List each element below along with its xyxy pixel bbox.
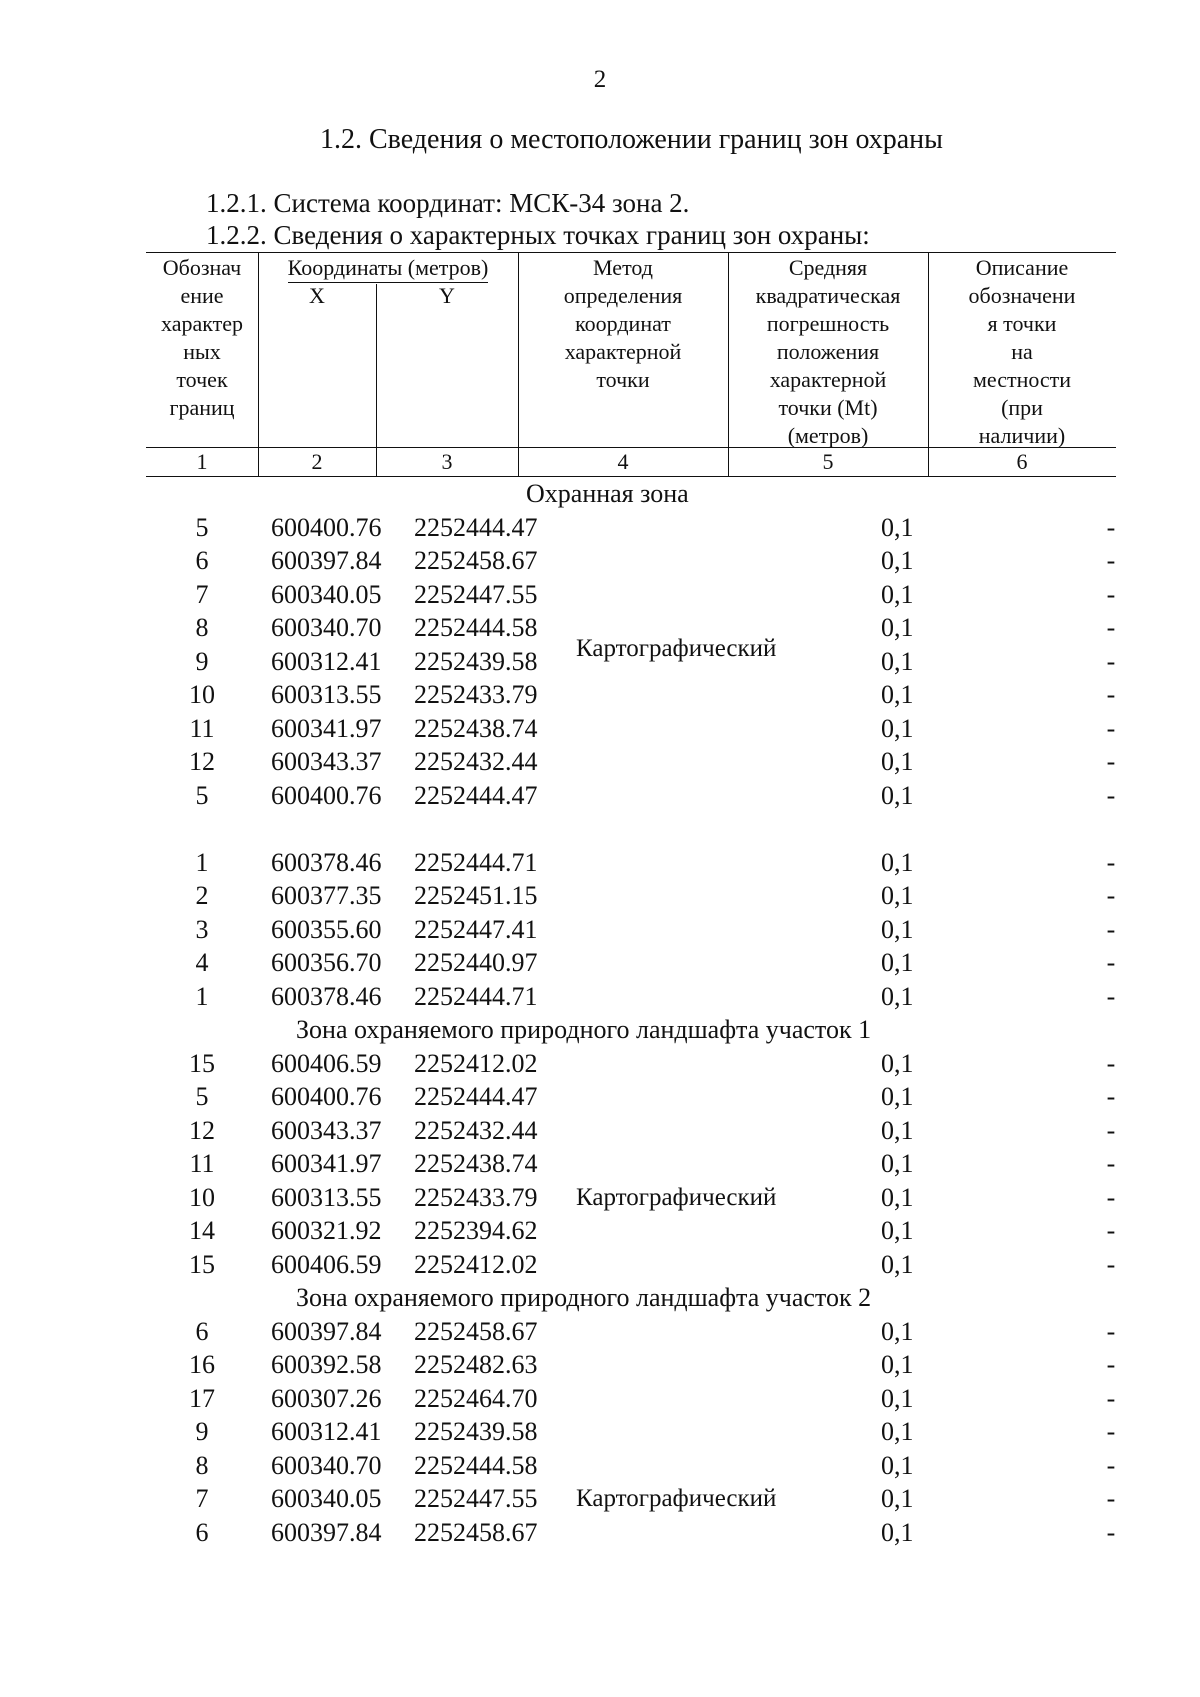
subsection-points-info: 1.2.2. Сведения о характерных точках границ зон охраны: bbox=[206, 220, 870, 250]
coordinate-x: 600400.76 bbox=[271, 1082, 382, 1111]
mean-square-error: 0,1 bbox=[881, 780, 914, 810]
table-row bbox=[146, 1147, 1116, 1181]
header-coordinates bbox=[258, 254, 518, 283]
point-number: 7 bbox=[195, 579, 209, 609]
header-y: Y bbox=[439, 283, 455, 308]
mean-square-error: 0,1 bbox=[881, 646, 914, 676]
coordinate-y: 2252438.74 bbox=[414, 1149, 538, 1178]
point-description: - bbox=[1106, 1383, 1116, 1413]
coordinate-y: 2252394.62 bbox=[414, 1216, 538, 1245]
point-number: 17 bbox=[189, 1383, 215, 1413]
row-spacer bbox=[146, 812, 1116, 846]
point-number: 10 bbox=[189, 680, 215, 709]
zone-title bbox=[146, 1281, 1116, 1315]
table-row bbox=[146, 1047, 1116, 1081]
point-number: 11 bbox=[189, 1149, 215, 1178]
header-coordinates-label: Координаты (метров) bbox=[288, 254, 489, 283]
coordinate-x: 600377.35 bbox=[271, 881, 382, 910]
table-row bbox=[146, 678, 1116, 712]
zone-title-text: Зона охраняемого природного ландшафта участок 2 bbox=[296, 1283, 872, 1312]
coordinate-x: 600343.37 bbox=[271, 1115, 382, 1145]
zone-title bbox=[146, 1013, 1116, 1047]
coordinate-y: 2252412.02 bbox=[414, 1249, 538, 1279]
table-row bbox=[146, 1449, 1116, 1483]
method-value: Картографический bbox=[576, 1485, 777, 1512]
point-description: - bbox=[1106, 646, 1116, 676]
coordinate-y: 2252438.74 bbox=[414, 713, 538, 743]
point-number: 10 bbox=[189, 1182, 215, 1212]
point-number: 7 bbox=[195, 1484, 209, 1513]
point-description: - bbox=[1106, 981, 1116, 1011]
table-row bbox=[146, 1415, 1116, 1449]
mean-square-error: 0,1 bbox=[881, 1316, 914, 1346]
coordinate-x: 600312.41 bbox=[271, 1417, 382, 1446]
table-row bbox=[146, 712, 1116, 746]
point-number: 16 bbox=[189, 1350, 215, 1379]
header-top-rule bbox=[146, 252, 1116, 253]
coordinate-x: 600340.05 bbox=[271, 579, 382, 609]
coordinate-x: 600406.59 bbox=[271, 1048, 382, 1078]
coordinate-y: 2252439.58 bbox=[414, 646, 538, 676]
mean-square-error: 0,1 bbox=[881, 914, 914, 944]
page-number: 2 bbox=[593, 66, 607, 93]
mean-square-error: 0,1 bbox=[881, 1484, 914, 1513]
point-number: 5 bbox=[195, 780, 209, 810]
point-description: - bbox=[1106, 1484, 1116, 1513]
point-description: - bbox=[1106, 914, 1116, 944]
point-description: - bbox=[1106, 579, 1116, 609]
coordinate-x: 600400.76 bbox=[271, 512, 382, 542]
point-number: 2 bbox=[195, 881, 209, 910]
mean-square-error: 0,1 bbox=[881, 1517, 914, 1547]
coordinate-y: 2252447.41 bbox=[414, 914, 538, 944]
coordinate-y: 2252444.58 bbox=[414, 1450, 538, 1480]
point-description: - bbox=[1106, 713, 1116, 743]
coordinate-x: 600341.97 bbox=[271, 713, 382, 743]
point-description: - bbox=[1106, 1048, 1116, 1078]
point-number: 6 bbox=[195, 1517, 209, 1547]
point-description: - bbox=[1106, 1216, 1116, 1245]
coordinate-x: 600397.84 bbox=[271, 1316, 382, 1346]
coordinate-x: 600340.05 bbox=[271, 1484, 382, 1513]
point-description: - bbox=[1106, 1450, 1116, 1480]
coordinate-x: 600397.84 bbox=[271, 546, 382, 575]
coordinate-x: 600355.60 bbox=[271, 914, 382, 944]
method-value: Картографический bbox=[576, 1183, 777, 1211]
coordinate-x: 600378.46 bbox=[271, 981, 382, 1011]
coordinate-y: 2252444.71 bbox=[414, 981, 538, 1011]
point-number: 8 bbox=[195, 613, 209, 642]
coordinate-y: 2252444.71 bbox=[414, 847, 538, 877]
coordinate-x: 600341.97 bbox=[271, 1149, 382, 1178]
point-description: - bbox=[1106, 613, 1116, 642]
table-body bbox=[146, 477, 1116, 1549]
point-description: - bbox=[1106, 747, 1116, 776]
column-number: 4 bbox=[617, 449, 629, 474]
mean-square-error: 0,1 bbox=[881, 1417, 914, 1446]
point-number: 1 bbox=[195, 847, 209, 877]
mean-square-error: 0,1 bbox=[881, 680, 914, 709]
section-title: 1.2. Сведения о местоположении границ зон охраны bbox=[320, 124, 943, 155]
coordinate-x: 600378.46 bbox=[271, 847, 382, 877]
point-description: - bbox=[1106, 881, 1116, 910]
table-row bbox=[146, 1382, 1116, 1416]
coordinate-y: 2252433.79 bbox=[414, 680, 538, 709]
table-row bbox=[146, 779, 1116, 813]
point-number: 6 bbox=[195, 1316, 209, 1346]
mean-square-error: 0,1 bbox=[881, 1350, 914, 1379]
mean-square-error: 0,1 bbox=[881, 1082, 914, 1111]
point-description: - bbox=[1106, 1316, 1116, 1346]
mean-square-error: 0,1 bbox=[881, 1115, 914, 1145]
point-description: - bbox=[1106, 1149, 1116, 1178]
column-number: 6 bbox=[1016, 449, 1028, 474]
table-header bbox=[146, 252, 1116, 477]
table-row bbox=[146, 1315, 1116, 1349]
mean-square-error: 0,1 bbox=[881, 546, 914, 575]
point-number: 4 bbox=[195, 948, 209, 977]
coordinate-y: 2252444.47 bbox=[414, 512, 538, 542]
table-row bbox=[146, 1114, 1116, 1148]
coordinate-y: 2252433.79 bbox=[414, 1182, 538, 1212]
coordinate-x: 600312.41 bbox=[271, 646, 382, 676]
table-row bbox=[146, 578, 1116, 612]
table-row bbox=[146, 544, 1116, 578]
mean-square-error: 0,1 bbox=[881, 713, 914, 743]
point-number: 6 bbox=[195, 546, 209, 575]
point-number: 12 bbox=[189, 747, 215, 776]
point-description: - bbox=[1106, 847, 1116, 877]
header-method: Метод определения координат характерной точки bbox=[563, 255, 683, 392]
point-description: - bbox=[1106, 1350, 1116, 1379]
zone-title bbox=[146, 477, 1116, 511]
zone-title-text: Охранная зона bbox=[526, 479, 689, 508]
point-number: 11 bbox=[189, 713, 215, 743]
point-description: - bbox=[1106, 546, 1116, 575]
point-number: 1 bbox=[195, 981, 209, 1011]
coordinate-y: 2252447.55 bbox=[414, 579, 538, 609]
point-description: - bbox=[1106, 1249, 1116, 1279]
table-row bbox=[146, 745, 1116, 779]
coordinate-y: 2252464.70 bbox=[414, 1383, 538, 1413]
coordinate-x: 600392.58 bbox=[271, 1350, 382, 1379]
coordinate-x: 600307.26 bbox=[271, 1383, 382, 1413]
coordinate-y: 2252444.58 bbox=[414, 613, 538, 642]
point-description: - bbox=[1106, 1082, 1116, 1111]
mean-square-error: 0,1 bbox=[881, 881, 914, 910]
header-error: Средняя квадратическая погрешность положения характерной точки (Mt) (метров) bbox=[755, 255, 901, 448]
coordinate-y: 2252412.02 bbox=[414, 1048, 538, 1078]
header-point-designation: Обознач ение характер ных точек границ bbox=[160, 255, 244, 420]
column-number: 2 bbox=[311, 449, 323, 474]
coordinate-y: 2252432.44 bbox=[414, 747, 538, 776]
zone-title-text: Зона охраняемого природного ландшафта участок 1 bbox=[296, 1015, 872, 1044]
table-row bbox=[146, 946, 1116, 980]
mean-square-error: 0,1 bbox=[881, 1450, 914, 1480]
coordinate-y: 2252444.47 bbox=[414, 1082, 538, 1111]
coordinate-y: 2252458.67 bbox=[414, 1316, 538, 1346]
mean-square-error: 0,1 bbox=[881, 1048, 914, 1078]
table-row bbox=[146, 511, 1116, 545]
point-number: 5 bbox=[195, 512, 209, 542]
mean-square-error: 0,1 bbox=[881, 1216, 914, 1245]
mean-square-error: 0,1 bbox=[881, 981, 914, 1011]
mean-square-error: 0,1 bbox=[881, 579, 914, 609]
point-number: 3 bbox=[195, 914, 209, 944]
point-description: - bbox=[1106, 1517, 1116, 1547]
point-description: - bbox=[1106, 680, 1116, 709]
point-number: 12 bbox=[189, 1115, 215, 1145]
table-row bbox=[146, 879, 1116, 913]
point-description: - bbox=[1106, 948, 1116, 977]
coordinate-y: 2252440.97 bbox=[414, 948, 538, 977]
mean-square-error: 0,1 bbox=[881, 1182, 914, 1212]
coordinate-y: 2252444.47 bbox=[414, 780, 538, 810]
point-description: - bbox=[1106, 1417, 1116, 1446]
coordinate-x: 600356.70 bbox=[271, 948, 382, 977]
header-description: Описание обозначени я точки на местности (при наличии) bbox=[968, 255, 1076, 448]
table-row bbox=[146, 1248, 1116, 1282]
coordinate-x: 600397.84 bbox=[271, 1517, 382, 1547]
method-value: Картографический bbox=[576, 634, 777, 662]
table-row bbox=[146, 1214, 1116, 1248]
coordinate-y: 2252451.15 bbox=[414, 881, 538, 910]
coordinate-y: 2252458.67 bbox=[414, 546, 538, 575]
coordinate-y: 2252447.55 bbox=[414, 1484, 538, 1513]
point-number: 15 bbox=[189, 1048, 215, 1078]
coordinate-x: 600321.92 bbox=[271, 1216, 382, 1245]
table-row bbox=[146, 1516, 1116, 1550]
mean-square-error: 0,1 bbox=[881, 948, 914, 977]
point-number: 5 bbox=[195, 1082, 209, 1111]
point-number: 15 bbox=[189, 1249, 215, 1279]
coordinate-x: 600313.55 bbox=[271, 1182, 382, 1212]
coordinate-y: 2252458.67 bbox=[414, 1517, 538, 1547]
coordinate-y: 2252482.63 bbox=[414, 1350, 538, 1379]
column-number: 1 bbox=[196, 449, 208, 474]
table-row bbox=[146, 1348, 1116, 1382]
point-description: - bbox=[1106, 512, 1116, 542]
table-row bbox=[146, 980, 1116, 1014]
table-row bbox=[146, 1080, 1116, 1114]
mean-square-error: 0,1 bbox=[881, 512, 914, 542]
column-number: 3 bbox=[441, 449, 453, 474]
subsection-coordinate-system: 1.2.1. Система координат: МСК-34 зона 2. bbox=[206, 188, 690, 218]
point-number: 9 bbox=[195, 646, 209, 676]
coordinate-x: 600340.70 bbox=[271, 1450, 382, 1480]
coordinate-x: 600406.59 bbox=[271, 1249, 382, 1279]
point-description: - bbox=[1106, 1182, 1116, 1212]
mean-square-error: 0,1 bbox=[881, 1149, 914, 1178]
coordinate-x: 600400.76 bbox=[271, 780, 382, 810]
coordinate-y: 2252432.44 bbox=[414, 1115, 538, 1145]
point-description: - bbox=[1106, 1115, 1116, 1145]
coordinate-x: 600340.70 bbox=[271, 613, 382, 642]
point-description: - bbox=[1106, 780, 1116, 810]
coordinate-x: 600343.37 bbox=[271, 747, 382, 776]
mean-square-error: 0,1 bbox=[881, 613, 914, 642]
point-number: 8 bbox=[195, 1450, 209, 1480]
mean-square-error: 0,1 bbox=[881, 1249, 914, 1279]
column-number: 5 bbox=[822, 449, 834, 474]
mean-square-error: 0,1 bbox=[881, 747, 914, 776]
point-number: 9 bbox=[195, 1417, 209, 1446]
table-row bbox=[146, 913, 1116, 947]
mean-square-error: 0,1 bbox=[881, 847, 914, 877]
coordinate-y: 2252439.58 bbox=[414, 1417, 538, 1446]
coordinate-x: 600313.55 bbox=[271, 680, 382, 709]
mean-square-error: 0,1 bbox=[881, 1383, 914, 1413]
header-x: X bbox=[309, 283, 325, 308]
table-row bbox=[146, 846, 1116, 880]
point-number: 14 bbox=[189, 1216, 215, 1245]
